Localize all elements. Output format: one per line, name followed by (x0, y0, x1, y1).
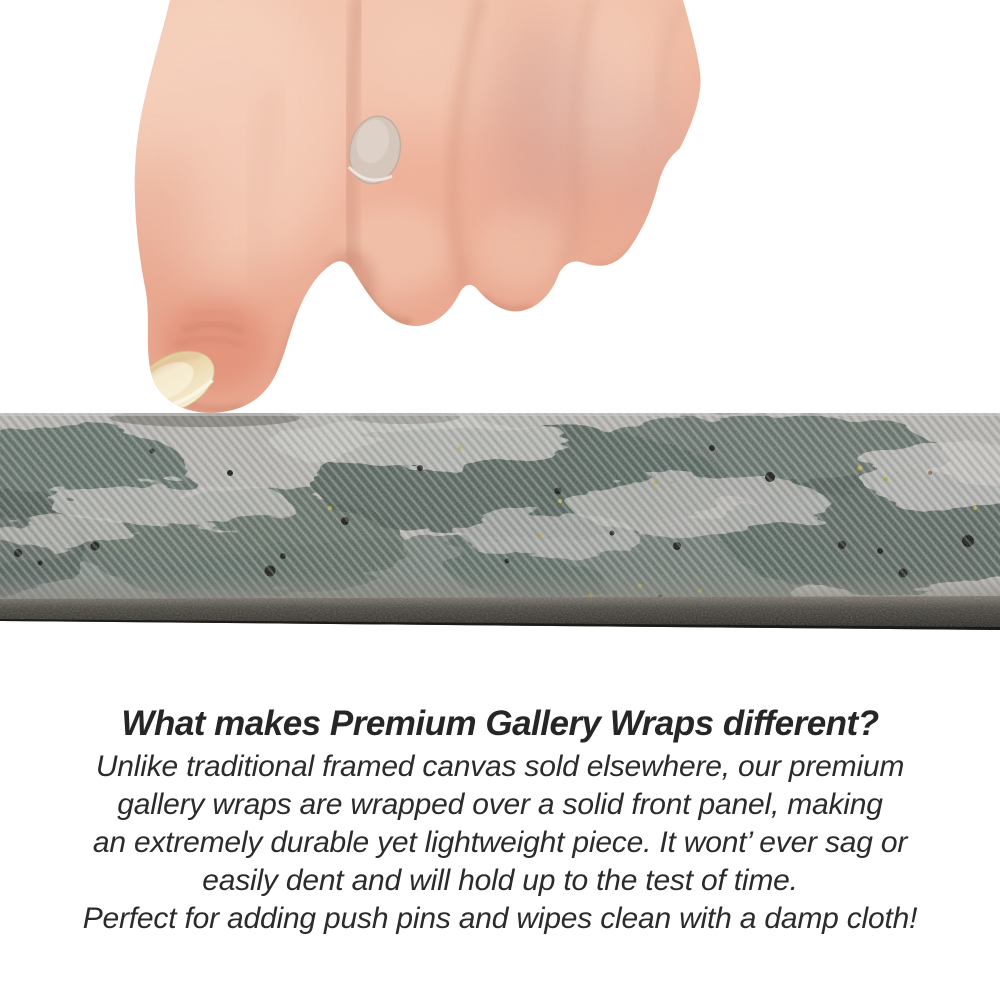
info-text-block (0, 703, 1000, 938)
canvas-side-edge (0, 593, 1000, 635)
info-line-4: easily dent and will hold up to the test of time. (202, 864, 798, 897)
info-line-2: gallery wraps are wrapped over a solid front panel, making (117, 788, 883, 821)
hand-photo (125, 0, 705, 418)
info-line-5: Perfect for adding push pins and wipes clean with a damp cloth! (82, 902, 918, 935)
info-line-3: an extremely durable yet lightweight piece. It wont’ ever sag or (92, 826, 908, 859)
info-line-1: Unlike traditional framed canvas sold elsewhere, our premium (95, 750, 905, 783)
info-heading: What makes Premium Gallery Wraps different? (121, 704, 879, 743)
canvas-face-texture (0, 413, 1000, 625)
canvas-strip-photo (0, 413, 1000, 635)
